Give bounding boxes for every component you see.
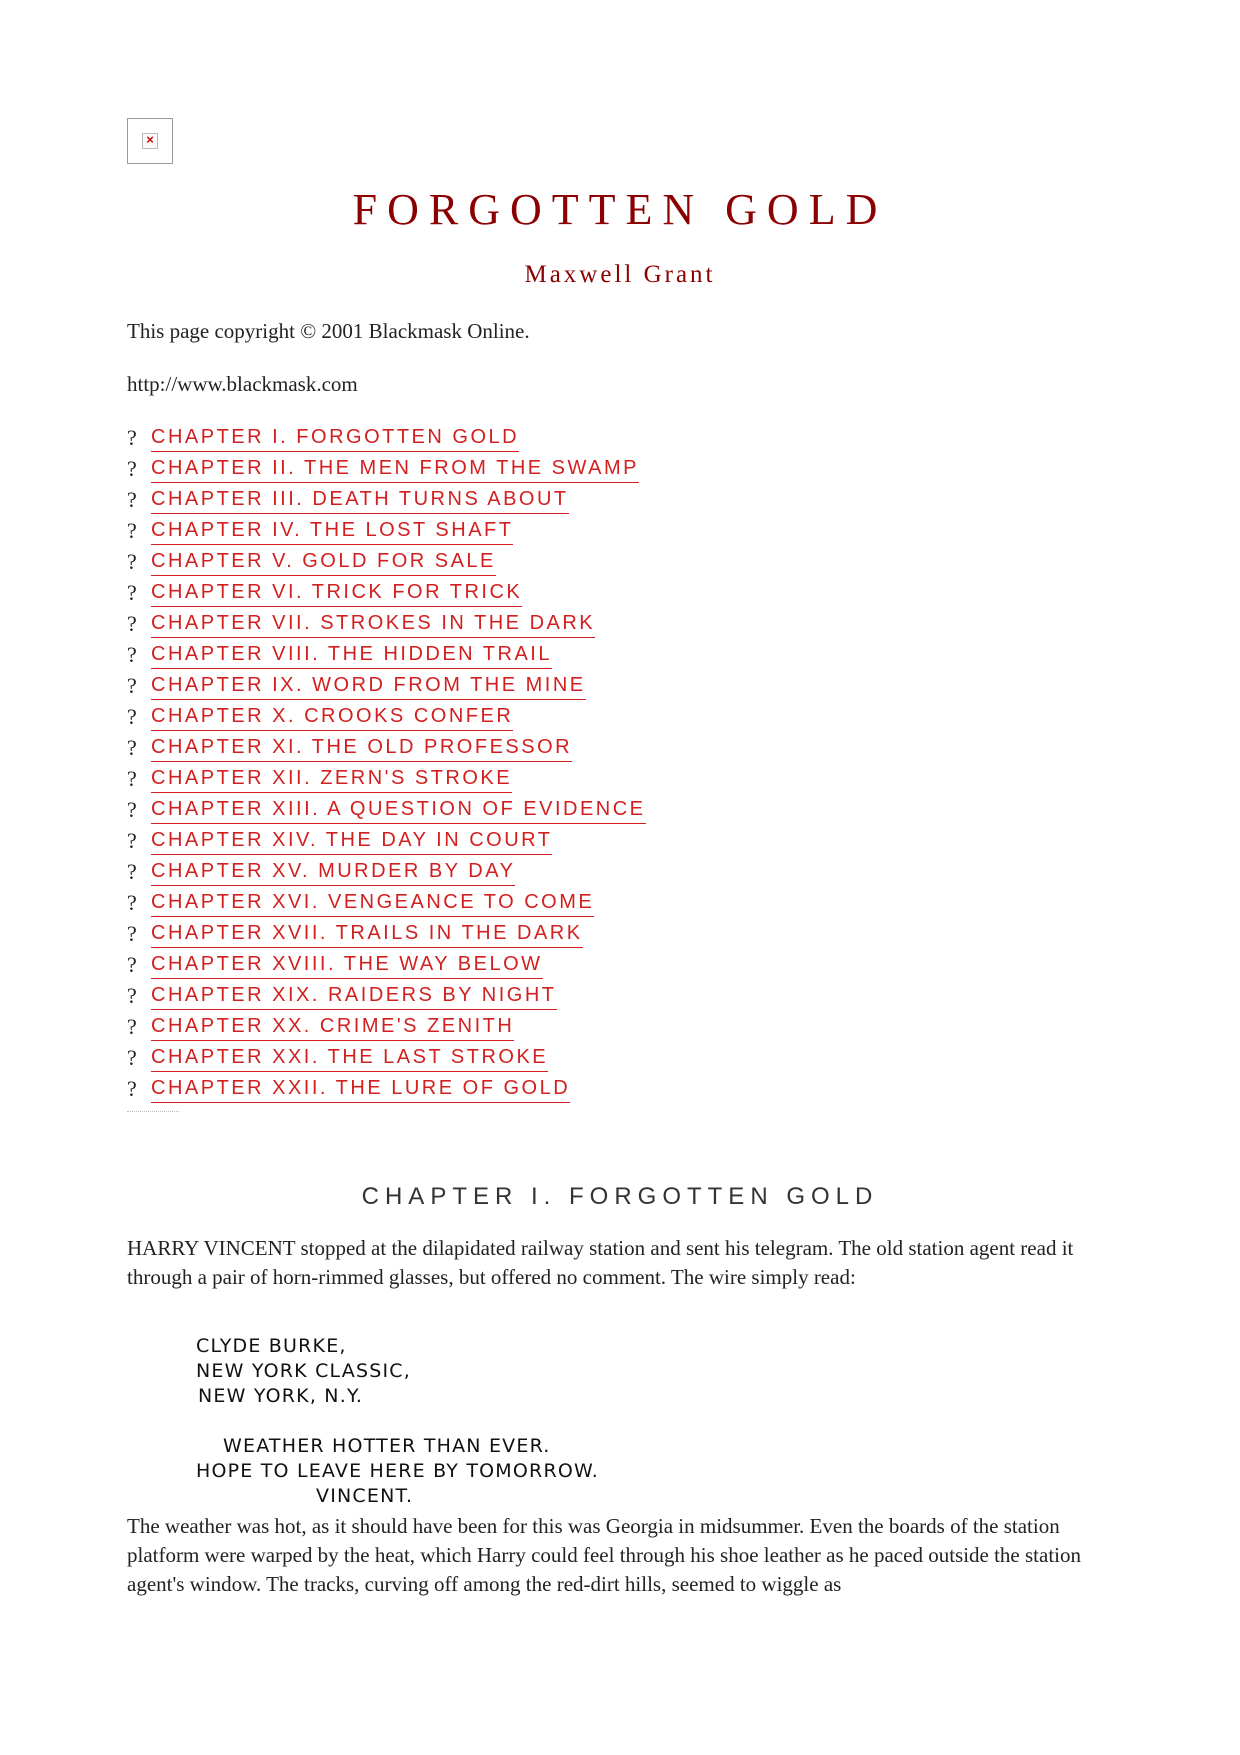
copyright-notice: This page copyright © 2001 Blackmask Online. [127,319,530,343]
toc-link-chapter-19[interactable]: CHAPTER XIX. RAIDERS BY NIGHT [151,982,557,1010]
toc-bullet: ? [127,580,137,605]
toc-bullet: ? [127,642,137,667]
toc-link-chapter-6[interactable]: CHAPTER VI. TRICK FOR TRICK [151,579,522,607]
toc-item [127,982,646,1013]
toc-item [127,827,646,858]
toc-item [127,703,646,734]
toc-item [127,734,646,765]
toc-bullet: ? [127,859,137,884]
toc-bullet: ? [127,735,137,760]
toc-bullet: ? [127,425,137,450]
toc-link-chapter-13[interactable]: CHAPTER XIII. A QUESTION OF EVIDENCE [151,796,646,824]
toc-item [127,672,646,703]
toc-bullet: ? [127,549,137,574]
toc-link-chapter-4[interactable]: CHAPTER IV. THE LOST SHAFT [151,517,513,545]
toc-bullet: ? [127,1076,137,1101]
toc-item [127,765,646,796]
toc-link-chapter-14[interactable]: CHAPTER XIV. THE DAY IN COURT [151,827,552,855]
toc-link-chapter-21[interactable]: CHAPTER XXI. THE LAST STROKE [151,1044,548,1072]
broken-image-icon [127,118,173,164]
toc-item [127,889,646,920]
toc-link-chapter-9[interactable]: CHAPTER IX. WORD FROM THE MINE [151,672,586,700]
toc-item [127,951,646,982]
toc-link-chapter-22[interactable]: CHAPTER XXII. THE LURE OF GOLD [151,1075,570,1103]
toc-link-chapter-3[interactable]: CHAPTER III. DEATH TURNS ABOUT [151,486,569,514]
toc-item [127,517,646,548]
toc-bullet: ? [127,828,137,853]
paragraph-intro: HARRY VINCENT stopped at the dilapidated railway station and sent his telegram. The old station agent read it through a pair of horn-rimmed glasses, but offered no comment. The wire simply read: [127,1236,1074,1289]
toc-bullet: ? [127,921,137,946]
toc-bullet: ? [127,456,137,481]
toc-bullet: ? [127,797,137,822]
toc-item [127,424,646,455]
toc-bullet: ? [127,704,137,729]
toc-link-chapter-18[interactable]: CHAPTER XVIII. THE WAY BELOW [151,951,543,979]
toc-bullet: ? [127,518,137,543]
toc-bullet: ? [127,673,137,698]
toc-link-chapter-11[interactable]: CHAPTER XI. THE OLD PROFESSOR [151,734,572,762]
toc-item [127,1044,646,1075]
toc-item [127,1075,646,1106]
toc-item [127,796,646,827]
toc-item [127,610,646,641]
toc-item [127,641,646,672]
toc-link-chapter-8[interactable]: CHAPTER VIII. THE HIDDEN TRAIL [151,641,552,669]
chapter-heading: CHAPTER I. FORGOTTEN GOLD [361,1183,879,1210]
toc-link-chapter-12[interactable]: CHAPTER XII. ZERN'S STROKE [151,765,512,793]
toc-link-chapter-15[interactable]: CHAPTER XV. MURDER BY DAY [151,858,515,886]
toc-bullet: ? [127,952,137,977]
toc-item [127,548,646,579]
toc-item [127,858,646,889]
toc-item [127,455,646,486]
telegram-line: NEW YORK, N.Y. [198,1385,364,1407]
toc-link-chapter-2[interactable]: CHAPTER II. THE MEN FROM THE SWAMP [151,455,639,483]
toc-link-chapter-16[interactable]: CHAPTER XVI. VENGEANCE TO COME [151,889,594,917]
toc-link-chapter-1[interactable]: CHAPTER I. FORGOTTEN GOLD [151,424,519,452]
toc-link-chapter-20[interactable]: CHAPTER XX. CRIME'S ZENITH [151,1013,514,1041]
toc-bullet: ? [127,487,137,512]
toc-bullet: ? [127,1045,137,1070]
toc-link-chapter-10[interactable]: CHAPTER X. CROOKS CONFER [151,703,513,731]
toc-link-chapter-7[interactable]: CHAPTER VII. STROKES IN THE DARK [151,610,595,638]
telegram-gap [196,1409,599,1434]
toc-divider [127,1111,179,1112]
toc-link-chapter-17[interactable]: CHAPTER XVII. TRAILS IN THE DARK [151,920,583,948]
website-url: http://www.blackmask.com [127,372,358,396]
telegram-line: NEW YORK CLASSIC, [196,1360,411,1382]
paragraph-weather: The weather was hot, as it should have been for this was Georgia in midsummer. Even the boards of the station platform were warped by the heat, which Harry could feel through his shoe leather as he paced outside the station agent's window. The tracks, curving off among the red-dirt hills, seemed to wiggle as [127,1514,1082,1596]
table-of-contents [127,424,646,1106]
toc-item [127,920,646,951]
toc-item [127,486,646,517]
telegram-block [196,1334,599,1509]
toc-bullet: ? [127,890,137,915]
telegram-line: CLYDE BURKE, [196,1335,347,1357]
book-author: Maxwell Grant [524,261,716,288]
close-icon: × [146,132,154,147]
telegram-line: VINCENT. [316,1485,414,1507]
toc-item [127,1013,646,1044]
toc-link-chapter-5[interactable]: CHAPTER V. GOLD FOR SALE [151,548,496,576]
toc-bullet: ? [127,983,137,1008]
telegram-line: WEATHER HOTTER THAN EVER. [223,1435,551,1457]
toc-item [127,579,646,610]
book-title: FORGOTTEN GOLD [352,185,888,234]
toc-bullet: ? [127,1014,137,1039]
toc-bullet: ? [127,611,137,636]
telegram-line: HOPE TO LEAVE HERE BY TOMORROW. [196,1460,600,1482]
toc-bullet: ? [127,766,137,791]
broken-image-frame [142,133,158,149]
